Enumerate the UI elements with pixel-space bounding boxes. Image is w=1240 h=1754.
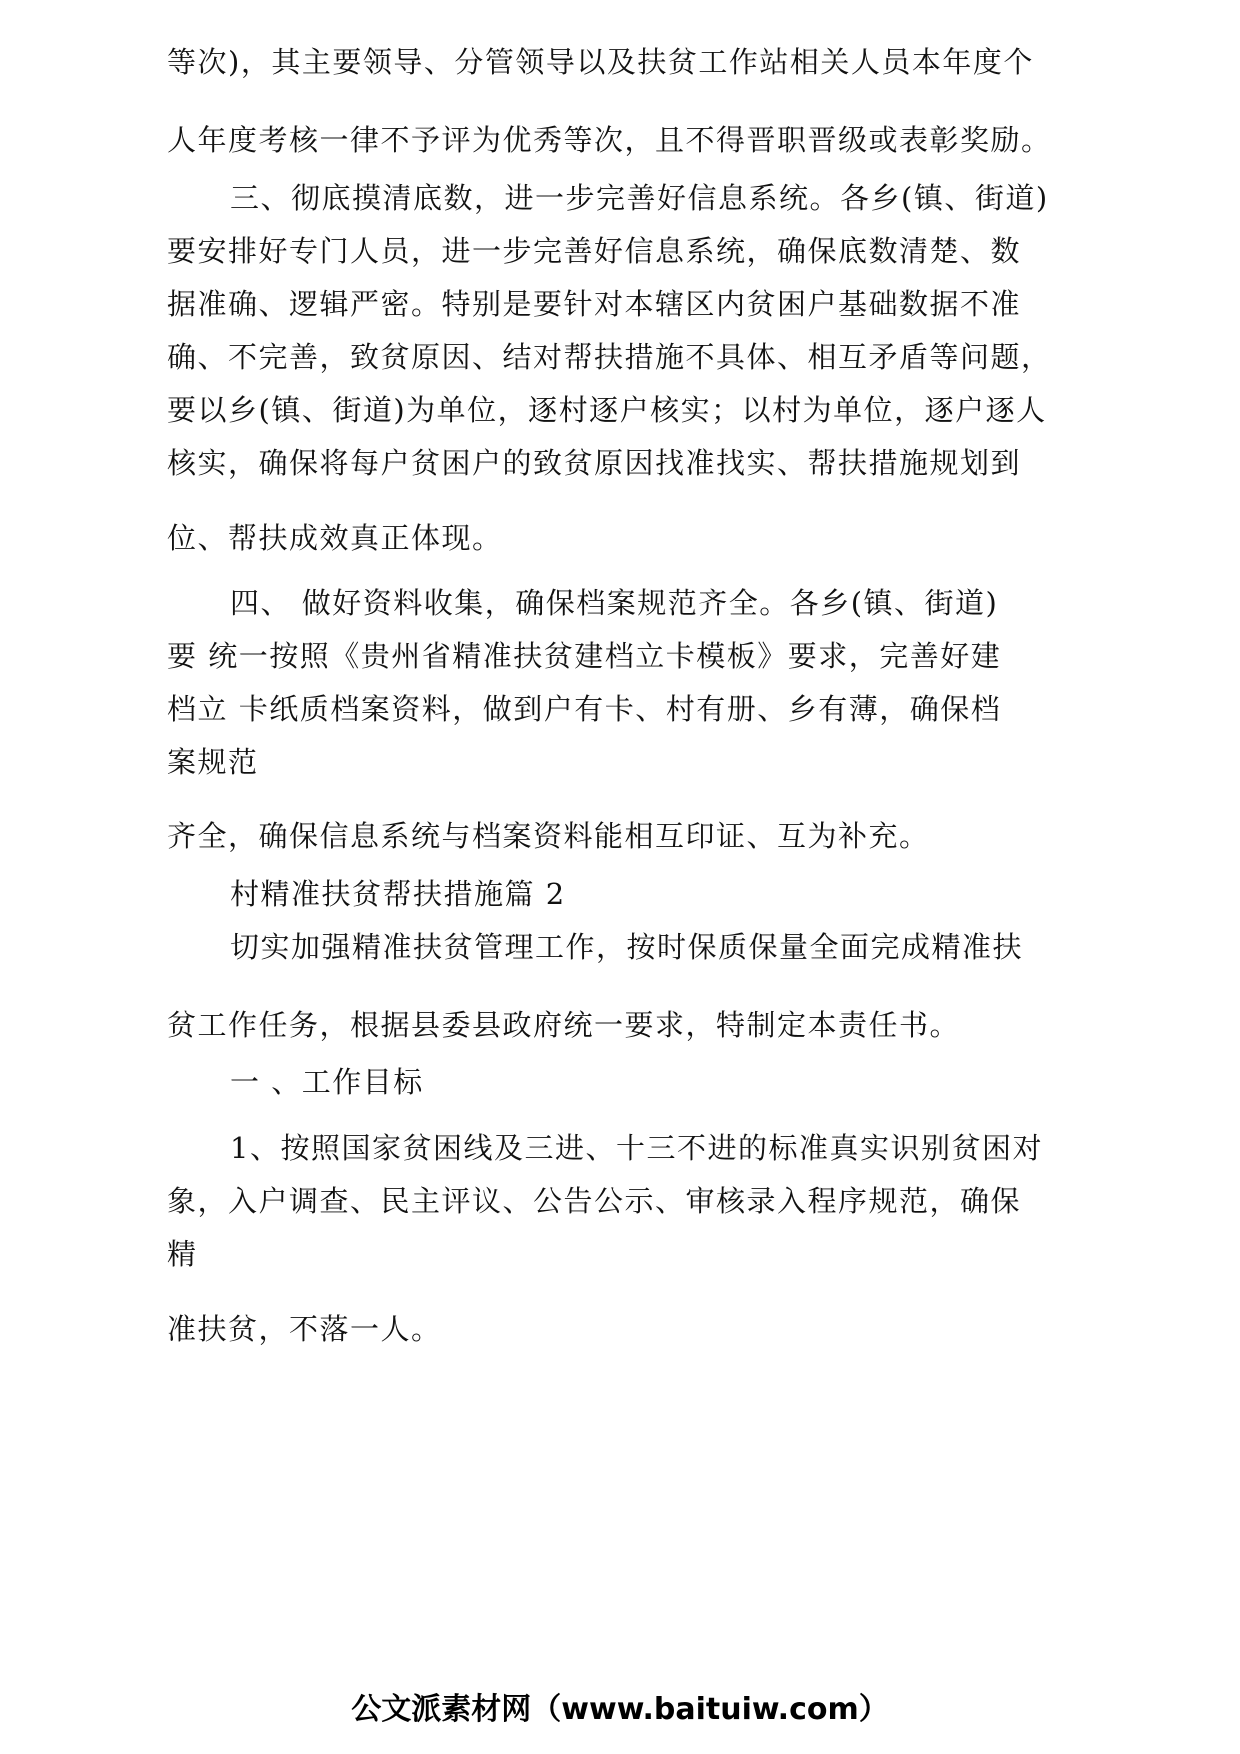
text-line: 精 [167, 1237, 198, 1271]
text-line: 档立 卡纸质档案资料，做到户有卡、村有册、乡有薄，确保档 [167, 692, 1002, 726]
text-line: 核实，确保将每户贫困户的致贫原因找准找实、帮扶措施规划到 [167, 446, 1022, 480]
text-line: 确、不完善，致贫原因、结对帮扶措施不具体、相互矛盾等问题， [167, 340, 1052, 374]
text-line: 四、 做好资料收集，确保档案规范齐全。各乡(镇、街道) [230, 586, 999, 620]
footer-watermark: 公文派素材网（www.baituiw.com） [351, 1692, 889, 1727]
text-line: 准扶贫，不落一人。 [167, 1312, 442, 1346]
text-line: 人年度考核一律不予评为优秀等次，且不得晋职晋级或表彰奖励。 [167, 123, 1052, 157]
text-line: 1、按照国家贫困线及三进、十三不进的标准真实识别贫困对 [230, 1131, 1043, 1165]
text-line: 要安排好专门人员，进一步完善好信息系统，确保底数清楚、数 [167, 234, 1022, 268]
subheading: 一 、工作目标 [230, 1065, 424, 1099]
text-line: 要以乡(镇、街道)为单位，逐村逐户核实；以村为单位，逐户逐人 [167, 393, 1047, 427]
text-line: 象，入户调查、民主评议、公告公示、审核录入程序规范，确保 [167, 1184, 1022, 1218]
text-line: 案规范 [167, 745, 259, 779]
text-line: 切实加强精准扶贫管理工作，按时保质保量全面完成精准扶 [230, 930, 1024, 964]
section-heading: 村精准扶贫帮扶措施篇 2 [230, 877, 566, 911]
text-line: 齐全，确保信息系统与档案资料能相互印证、互为补充。 [167, 819, 930, 853]
text-line: 据准确、逻辑严密。特别是要针对本辖区内贫困户基础数据不准 [167, 287, 1022, 321]
text-line: 等次)，其主要领导、分管领导以及扶贫工作站相关人员本年度个 [167, 45, 1034, 79]
text-line: 位、帮扶成效真正体现。 [167, 521, 503, 555]
text-line: 贫工作任务，根据县委县政府统一要求，特制定本责任书。 [167, 1008, 961, 1042]
text-line: 三、彻底摸清底数，进一步完善好信息系统。各乡(镇、街道) [230, 181, 1049, 215]
text-line: 要 统一按照《贵州省精准扶贫建档立卡模板》要求，完善好建 [167, 639, 1002, 673]
